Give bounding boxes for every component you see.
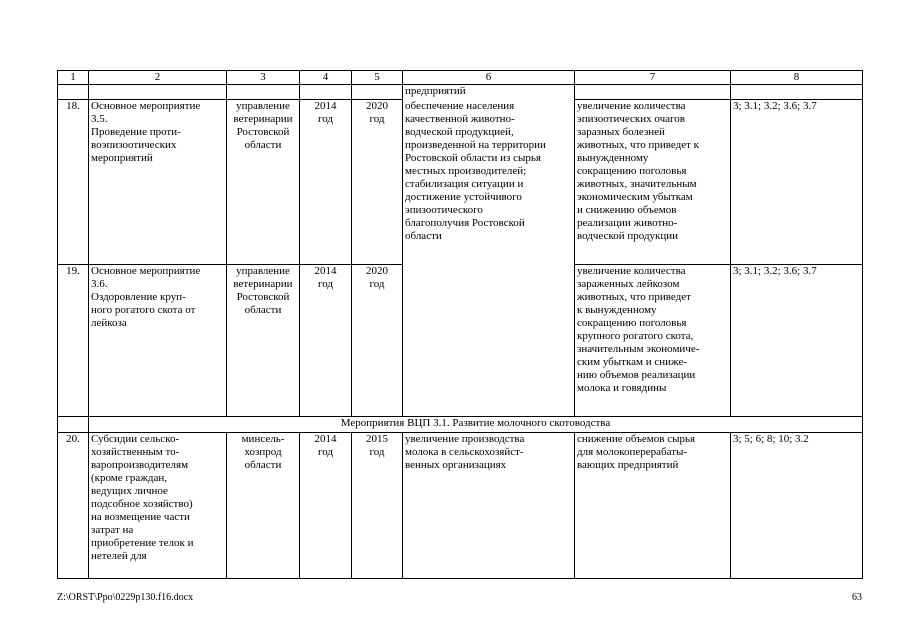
- consequences-cell: увеличение количества зараженных лейкозом животных, что приведет к вынужденному сокращению поголовья крупного рогатого скота, значительным экономиче- ским убыткам и сниже- нию объемов реализации молока и говядины: [575, 265, 731, 417]
- section-row: [58, 417, 863, 433]
- consequences-cell: снижение объемов сырья для молокоперерабаты- вающих предприятий: [575, 433, 731, 579]
- col-number-4: 4: [300, 71, 352, 85]
- col-number-2: 2: [89, 71, 227, 85]
- column-number-row: [58, 71, 863, 85]
- continuation-text: предприятий: [403, 85, 575, 100]
- start-cell: 2014 год: [300, 100, 352, 265]
- table-row: [58, 433, 863, 579]
- section-title: Мероприятия ВЦП 3.1. Развитие молочного скотоводства: [89, 417, 863, 433]
- activity-cell: Основное мероприятие 3.6. Оздоровление круп- ного рогатого скота от лейкоза: [89, 265, 227, 417]
- executor-cell: управление ветеринарии Ростовской области: [227, 265, 300, 417]
- continuation-row: [58, 85, 863, 100]
- col-number-1: 1: [58, 71, 89, 85]
- executor-cell: минсель- хозпрод области: [227, 433, 300, 579]
- col-number-6: 6: [403, 71, 575, 85]
- row-number: 18.: [58, 100, 89, 265]
- col-number-3: 3: [227, 71, 300, 85]
- result-cell: увеличение производства молока в сельскохозяйст- венных организациях: [403, 433, 575, 579]
- table-row: [58, 100, 863, 265]
- footer-file-path: Z:\ORST\Ppo\0229p130.f16.docx: [57, 592, 194, 603]
- end-cell: 2015 год: [352, 433, 403, 579]
- consequences-cell: увеличение количества эпизоотических очагов заразных болезней животных, что приведет к вынужденному сокращению поголовья животных, значительным экономическим убыткам и снижению объемов реализации животно- водческой продукции: [575, 100, 731, 265]
- page-number: 63: [852, 592, 862, 603]
- result-cell: обеспечение населения качественной животно- водческой продукцией, произведенной на территории Ростовской области из сырья местных производителей; стабилизация ситуации и достижение устойчивого эпизоотического благополучия Ростовской области: [403, 100, 575, 417]
- measures-table: [57, 70, 863, 579]
- indicators-cell: 3; 5; 6; 8; 10; 3.2: [731, 433, 863, 579]
- executor-cell: управление ветеринарии Ростовской области: [227, 100, 300, 265]
- activity-cell: Основное мероприятие 3.5. Проведение проти- воэпизоотических мероприятий: [89, 100, 227, 265]
- col-number-5: 5: [352, 71, 403, 85]
- indicators-cell: 3; 3.1; 3.2; 3.6; 3.7: [731, 265, 863, 417]
- end-cell: 2020 год: [352, 265, 403, 417]
- col-number-7: 7: [575, 71, 731, 85]
- indicators-cell: 3; 3.1; 3.2; 3.6; 3.7: [731, 100, 863, 265]
- activity-cell: Субсидии сельско- хозяйственным то- варопроизводителям (кроме граждан, ведущих личное подсобное хозяйство) на возмещение части затрат на приобретение телок и нетелей для: [89, 433, 227, 579]
- start-cell: 2014 год: [300, 265, 352, 417]
- end-cell: 2020 год: [352, 100, 403, 265]
- row-number: 20.: [58, 433, 89, 579]
- col-number-8: 8: [731, 71, 863, 85]
- row-number: 19.: [58, 265, 89, 417]
- start-cell: 2014 год: [300, 433, 352, 579]
